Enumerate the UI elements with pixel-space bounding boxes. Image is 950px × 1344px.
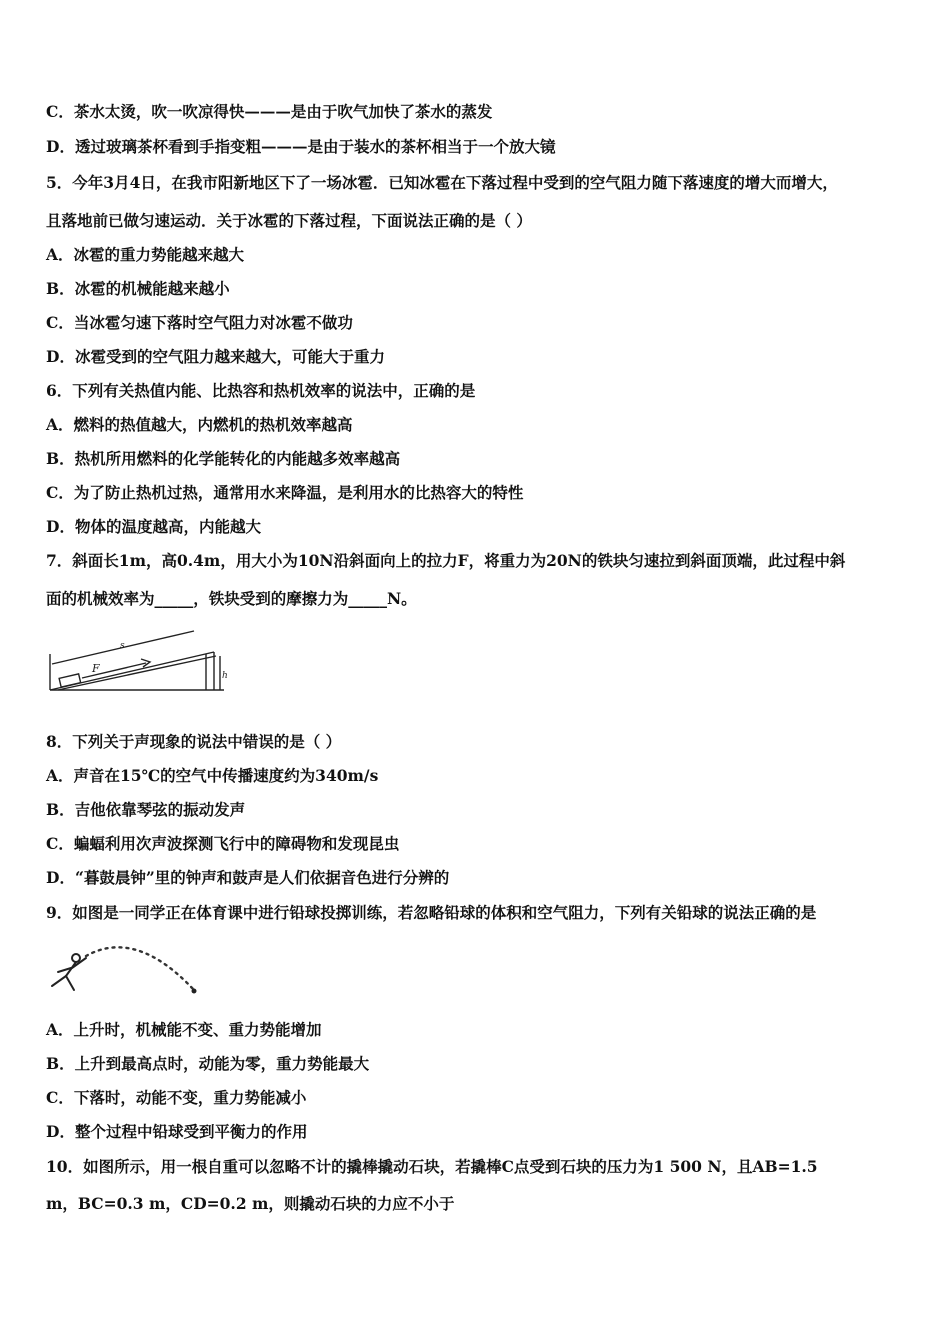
line-13: D．物体的温度越高，内能越大 xyxy=(46,517,261,536)
line-27: m，BC=0.3 m，CD=0.2 m，则撬动石块的力应不小于 xyxy=(46,1194,455,1213)
incline-figure xyxy=(46,626,228,698)
line-20: D．“暮鼓晨钟”里的钟声和鼓声是人们依据音色进行分辨的 xyxy=(46,868,450,887)
line-17: A．声音在15℃的空气中传播速度约为340m/s xyxy=(46,766,379,785)
line-8: D．冰雹受到的空气阻力越来越大，可能大于重力 xyxy=(46,347,385,366)
line-22: A．上升时，机械能不变、重力势能增加 xyxy=(46,1020,322,1039)
h-label: h xyxy=(222,671,228,681)
line-3: 5．今年3月4日，在我市阳新地区下了一场冰雹．已知冰雹在下落过程中受到的空气阻力随下落速度的增大而增大， xyxy=(46,173,838,192)
line-11: B．热机所用燃料的化学能转化的内能越多效率越高 xyxy=(46,449,401,468)
line-18: B．吉他依靠琴弦的振动发声 xyxy=(46,800,246,819)
line-5: A．冰雹的重力势能越来越大 xyxy=(46,245,245,264)
line-24: C．下落时，动能不变，重力势能减小 xyxy=(46,1088,307,1107)
line-4: 且落地前已做匀速运动．关于冰雹的下落过程，下面说法正确的是（ ） xyxy=(46,211,532,230)
s-label: s xyxy=(120,641,125,651)
line-6: B．冰雹的机械能越来越小 xyxy=(46,279,230,298)
line-26: 10．如图所示，用一根自重可以忽略不计的撬棒撬动石块，若撬棒C点受到石块的压力为1 500 N，且AB=1.5 xyxy=(46,1157,818,1176)
line-12: C．为了防止热机过热，通常用水来降温，是利用水的比热容大的特性 xyxy=(46,483,524,502)
line-9: 6．下列有关热值内能、比热容和热机效率的说法中，正确的是 xyxy=(46,381,476,400)
line-21: 9．如图是一同学正在体育课中进行铅球投掷训练，若忽略铅球的体积和空气阻力，下列有关铅球的说法正确的是 xyxy=(46,903,817,922)
line-1: C．茶水太烫，吹一吹凉得快———是由于吹气加快了茶水的蒸发 xyxy=(46,102,493,121)
line-10: A．燃料的热值越大，内燃机的热机效率越高 xyxy=(46,415,353,434)
line-23: B．上升到最高点时，动能为零，重力势能最大 xyxy=(46,1054,370,1073)
line-2: D．透过玻璃茶杯看到手指变粗———是由于装水的茶杯相当于一个放大镜 xyxy=(46,137,556,156)
line-15: 面的机械效率为_____，铁块受到的摩擦力为_____N。 xyxy=(46,589,417,608)
line-16: 8．下列关于声现象的说法中错误的是（ ） xyxy=(46,732,342,751)
line-25: D．整个过程中铅球受到平衡力的作用 xyxy=(46,1122,308,1141)
line-19: C．蝙蝠利用次声波探测飞行中的障碍物和发现昆虫 xyxy=(46,834,400,853)
line-7: C．当冰雹匀速下落时空气阻力对冰雹不做功 xyxy=(46,313,353,332)
shot-put-figure xyxy=(46,932,202,996)
f-label: F xyxy=(92,662,100,675)
line-14: 7．斜面长1m，高0.4m，用大小为10N沿斜面向上的拉力F，将重力为20N的铁块匀速拉到斜面顶端，此过程中斜 xyxy=(46,551,846,570)
